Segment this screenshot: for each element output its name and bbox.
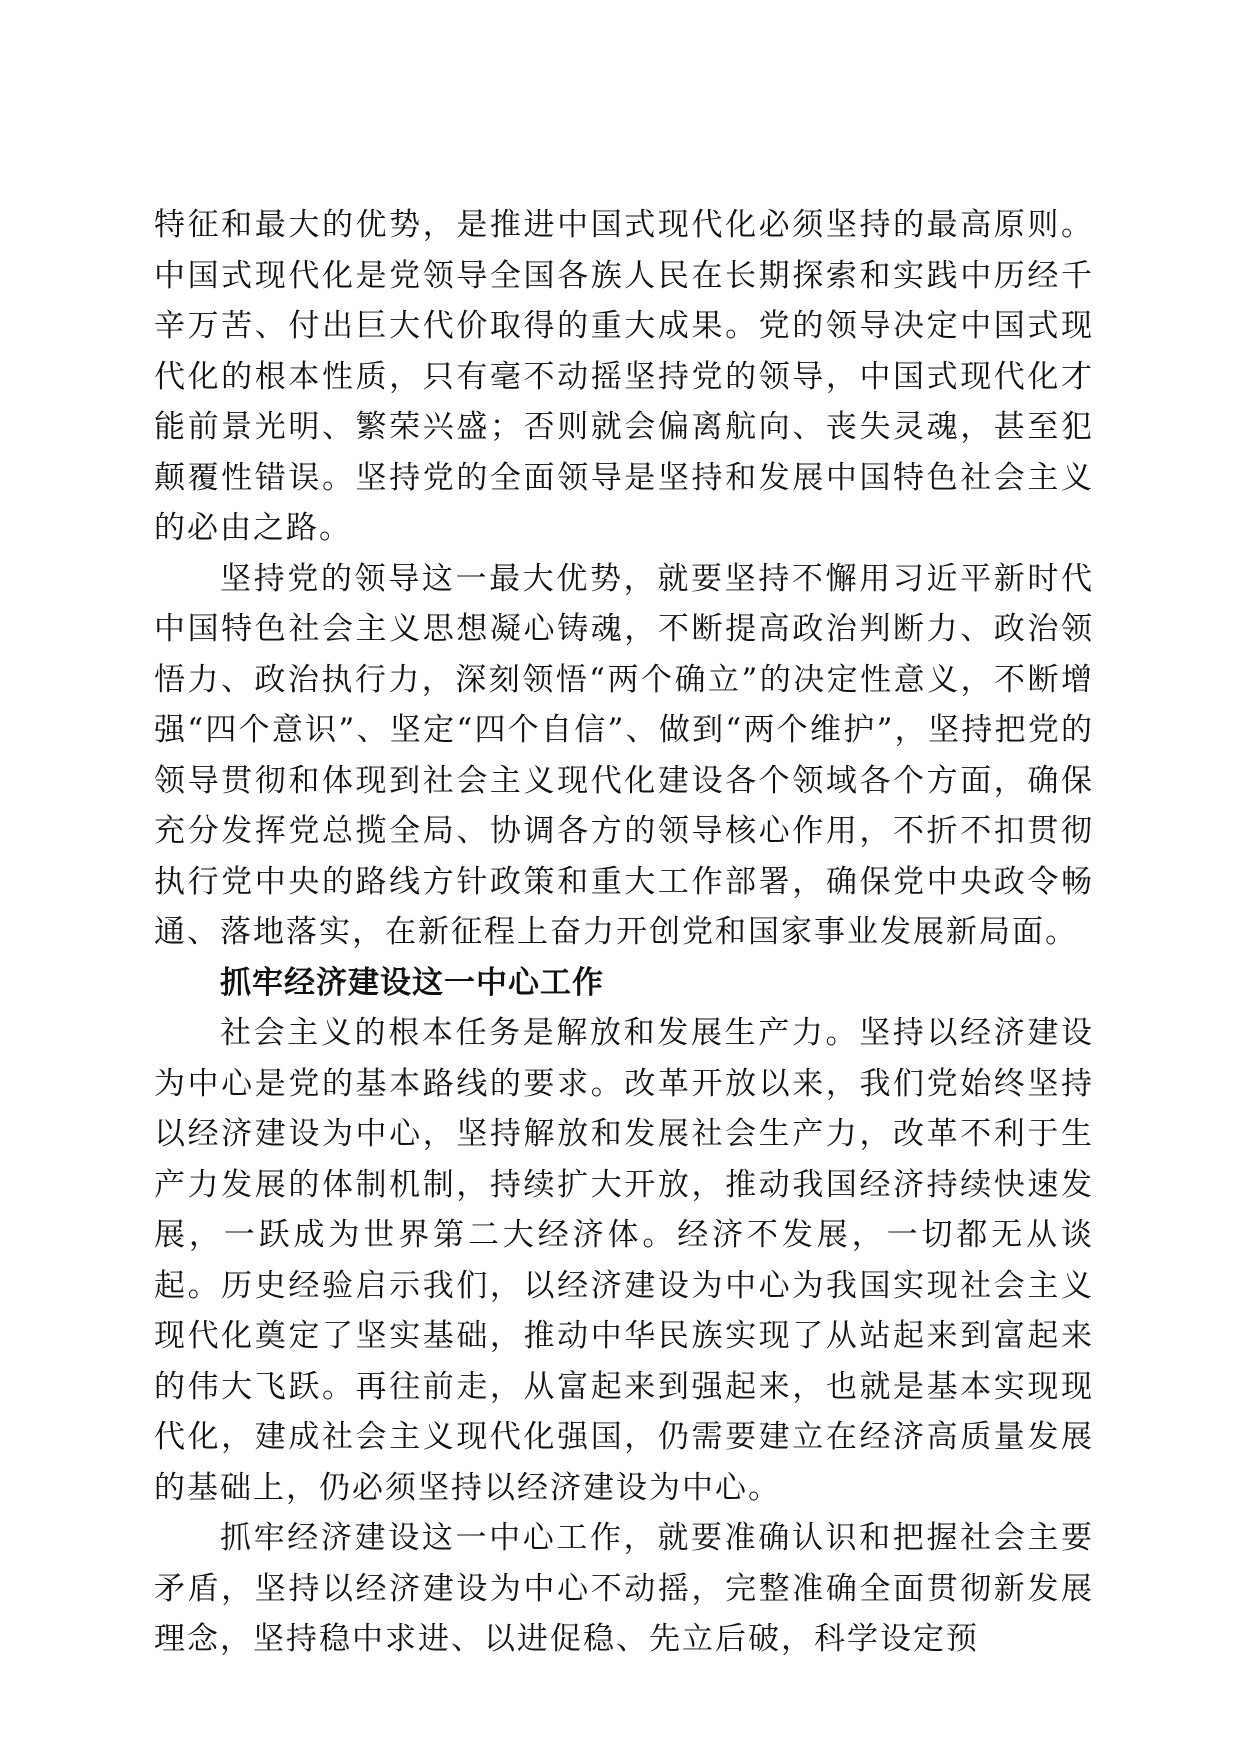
paragraph-continuation: 特征和最大的优势，是推进中国式现代化必须坚持的最高原则。中国式现代化是党领导全国各族人民在长期探索和实践中历经千辛万苦、付出巨大代价取得的重大成果。党的领导决定中国式现代化的根本性质，只有毫不动摇坚持党的领导，中国式现代化才能前景光明、繁荣兴盛；否则就会偏离航向、丧失灵魂，甚至犯颠覆性错误。坚持党的全面领导是坚持和发展中国特色社会主义的必由之路。	[154, 207, 1094, 546]
section-heading-economic-construction: 抓牢经济建设这一中心工作	[220, 964, 604, 1001]
paragraph-party-leadership: 坚持党的领导这一最大优势，就要坚持不懈用习近平新时代中国特色社会主义思想凝心铸魂，不断提高政治判断力、政治领悟力、政治执行力，深刻领悟“两个确立”的决定性意义，不断增强“四个意识”、坚定“四个自信”、做到“两个维护”，坚持把党的领导贯彻和体现到社会主义现代化建设各个领域各个方面，确保充分发挥党总揽全局、协调各方的领导核心作用，不折不扣贯彻执行党中央的路线方针政策和重大工作部署，确保党中央政令畅通、落地落实，在新征程上奋力开创党和国家事业发展新局面。	[154, 560, 1094, 950]
document-body	[154, 200, 1094, 1665]
paragraph-economic-work: 抓牢经济建设这一中心工作，就要准确认识和把握社会主要矛盾，坚持以经济建设为中心不动摇，完整准确全面贯彻新发展理念，坚持稳中求进、以进促稳、先立后破，科学设定预	[154, 1520, 1094, 1657]
paragraph-economic-center: 社会主义的根本任务是解放和发展生产力。坚持以经济建设为中心是党的基本路线的要求。改革开放以来，我们党始终坚持以经济建设为中心，坚持解放和发展社会生产力，改革不利于生产力发展的体制机制，持续扩大开放，推动我国经济持续快速发展，一跃成为世界第二大经济体。经济不发展，一切都无从谈起。历史经验启示我们，以经济建设为中心为我国实现社会主义现代化奠定了坚实基础，推动中华民族实现了从站起来到富起来的伟大飞跃。再往前走，从富起来到强起来，也就是基本实现现代化，建成社会主义现代化强国，仍需要建立在经济高质量发展的基础上，仍必须坚持以经济建设为中心。	[154, 1015, 1094, 1506]
